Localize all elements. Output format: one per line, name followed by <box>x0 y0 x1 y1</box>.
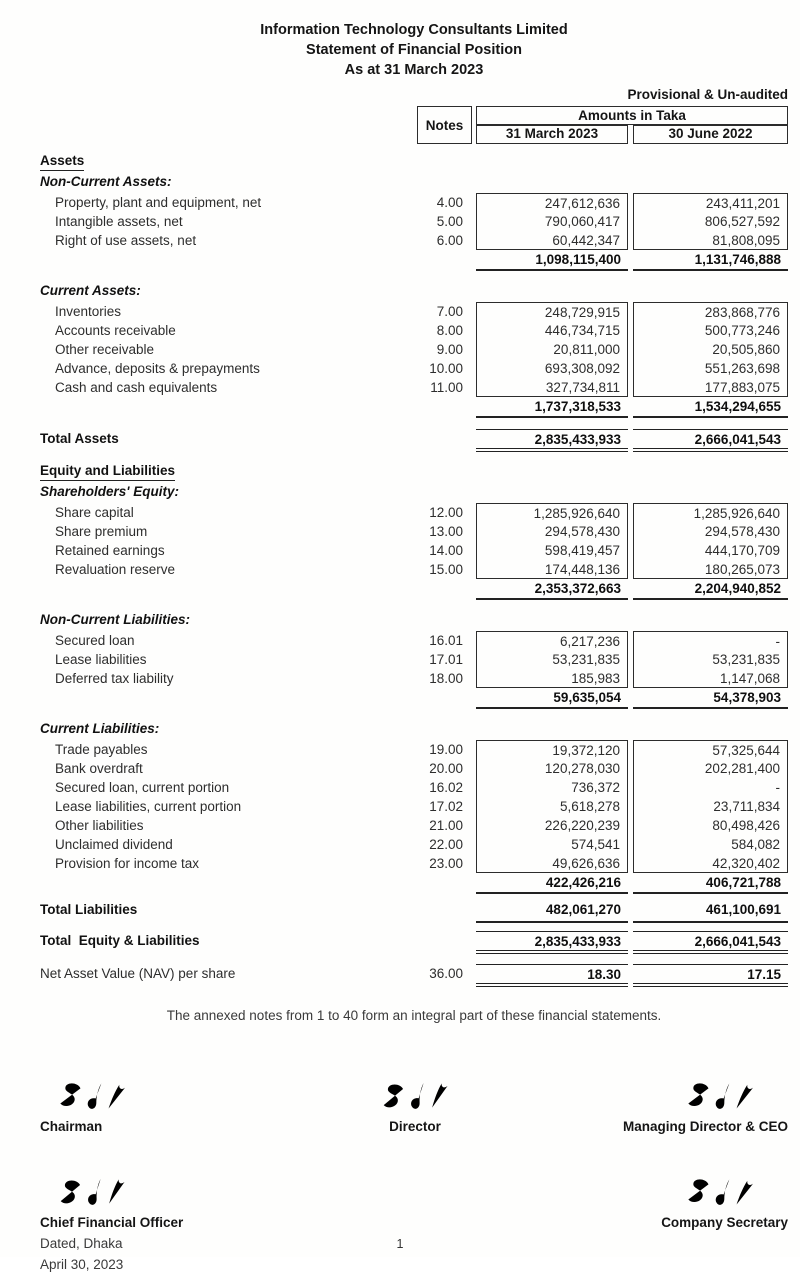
section-heading-row <box>40 152 788 170</box>
total-row <box>40 429 788 452</box>
subsection-heading: Non-Current Liabilities: <box>40 612 191 627</box>
row-label: Unclaimed dividend <box>55 837 173 852</box>
amount-mar-2023: 5,618,278 <box>476 797 628 816</box>
subsection-heading-row <box>40 282 788 300</box>
note-ref: 7.00 <box>436 304 463 319</box>
section-heading-text: Assets <box>40 152 84 171</box>
row-label: Trade payables <box>55 742 148 757</box>
total-row <box>40 964 788 987</box>
subtotal-jun-2022: 2,204,940,852 <box>633 579 788 600</box>
note-ref: 16.02 <box>429 780 463 795</box>
subtotal-mar-2023: 1,098,115,400 <box>476 250 628 271</box>
statement-row <box>40 193 788 212</box>
document-title-block <box>40 16 788 80</box>
amount-mar-2023: 736,372 <box>476 778 628 797</box>
row-label: Accounts receivable <box>55 323 176 338</box>
signatory-cfo: Chief Financial Officer <box>40 1215 184 1230</box>
row-label: Lease liabilities <box>55 652 147 667</box>
total-mar-2023: 18.30 <box>476 964 628 987</box>
statement-row <box>40 560 788 579</box>
statement-row <box>40 321 788 340</box>
amounts-group-header: Amounts in Taka <box>476 106 788 125</box>
amount-jun-2022: 53,231,835 <box>633 650 788 669</box>
signature-row-2 <box>40 1175 788 1275</box>
dated-date: April 30, 2023 <box>40 1257 124 1272</box>
table-column-header <box>40 106 788 144</box>
total-label: Total Assets <box>40 431 119 446</box>
amount-jun-2022: 177,883,075 <box>633 378 788 397</box>
row-label: Bank overdraft <box>55 761 143 776</box>
subtotal-jun-2022: 1,131,746,888 <box>633 250 788 271</box>
annex-note: The annexed notes from 1 to 40 form an integral part of these financial statements. <box>166 1008 662 1023</box>
note-ref: 11.00 <box>430 380 463 395</box>
amount-mar-2023: 60,442,347 <box>476 231 628 250</box>
subtotal-spacer <box>417 579 472 600</box>
statement-date: As at 31 March 2023 <box>344 62 484 78</box>
total-jun-2022: 2,666,041,543 <box>633 931 788 954</box>
amount-mar-2023: 6,217,236 <box>476 631 628 650</box>
note-ref: 18.00 <box>429 671 463 686</box>
signatory-director: Director <box>389 1119 441 1134</box>
amount-jun-2022: - <box>633 778 788 797</box>
statement-row <box>40 631 788 650</box>
subtotal-spacer <box>40 579 417 600</box>
amount-mar-2023: 19,372,120 <box>476 740 628 759</box>
page-number: 1 <box>396 1237 404 1251</box>
chairman-signature-block <box>40 1079 330 1135</box>
subtotal-mar-2023: 1,737,318,533 <box>476 397 628 418</box>
subsection-heading-row <box>40 483 788 501</box>
subsection-heading: Shareholders' Equity: <box>40 484 179 499</box>
dated-place: Dated, Dhaka <box>40 1236 123 1251</box>
note-ref: 8.00 <box>436 323 463 338</box>
amount-jun-2022: 20,505,860 <box>633 340 788 359</box>
period-1-header: 31 March 2023 <box>476 125 628 144</box>
row-label: Share capital <box>55 505 134 520</box>
note-ref: 14.00 <box>429 543 463 558</box>
statement-row <box>40 740 788 759</box>
row-label: Property, plant and equipment, net <box>55 195 262 210</box>
note-ref: 20.00 <box>429 761 463 776</box>
cfo-signature-icon <box>51 1173 133 1213</box>
subtotal-row <box>40 397 788 418</box>
subtotal-spacer <box>40 873 417 894</box>
total-jun-2022: 461,100,691 <box>633 900 788 923</box>
amount-jun-2022: 1,285,926,640 <box>633 503 788 522</box>
note-ref: 13.00 <box>429 524 463 539</box>
subtotal-spacer <box>40 250 417 271</box>
subtotal-jun-2022: 54,378,903 <box>633 688 788 709</box>
audit-status: Provisional & Un-audited <box>627 87 788 102</box>
md-ceo-signature-icon <box>680 1079 760 1115</box>
note-ref: 6.00 <box>436 233 463 248</box>
amount-jun-2022: 180,265,073 <box>633 560 788 579</box>
subsection-heading-row <box>40 173 788 191</box>
note-ref: 16.01 <box>429 633 463 648</box>
amount-mar-2023: 226,220,239 <box>476 816 628 835</box>
period-header-row <box>476 125 788 144</box>
row-label: Cash and cash equivalents <box>55 380 218 395</box>
total-row <box>40 900 788 923</box>
total-jun-2022: 2,666,041,543 <box>633 429 788 452</box>
subtotal-spacer <box>417 250 472 271</box>
statement-row <box>40 212 788 231</box>
row-label: Secured loan, current portion <box>55 780 230 795</box>
statement-row <box>40 340 788 359</box>
amount-mar-2023: 20,811,000 <box>476 340 628 359</box>
subtotal-mar-2023: 59,635,054 <box>476 688 628 709</box>
statement-title: Statement of Financial Position <box>306 42 522 58</box>
note-ref: 15.00 <box>429 562 463 577</box>
row-label: Provision for income tax <box>55 856 200 871</box>
notes-column-header: Notes <box>417 106 472 144</box>
row-label: Other liabilities <box>55 818 144 833</box>
amount-mar-2023: 327,734,811 <box>476 378 628 397</box>
signature-row-2-spacer <box>330 1175 500 1275</box>
amount-jun-2022: 551,263,698 <box>633 359 788 378</box>
subtotal-spacer <box>40 688 417 709</box>
amount-mar-2023: 247,612,636 <box>476 193 628 212</box>
amount-jun-2022: 500,773,246 <box>633 321 788 340</box>
statement-row <box>40 854 788 873</box>
md-ceo-signature-block <box>500 1079 788 1135</box>
statement-row <box>40 778 788 797</box>
amount-jun-2022: 23,711,834 <box>633 797 788 816</box>
total-label: Total Liabilities <box>40 902 138 917</box>
statement-row <box>40 503 788 522</box>
note-ref: 12.00 <box>429 505 463 520</box>
row-label: Other receivable <box>55 342 155 357</box>
note-ref: 17.02 <box>429 799 463 814</box>
statement-row <box>40 759 788 778</box>
company-name: Information Technology Consultants Limited <box>260 22 568 38</box>
subtotal-row <box>40 688 788 709</box>
subsection-heading: Current Liabilities: <box>40 721 160 736</box>
amount-mar-2023: 294,578,430 <box>476 522 628 541</box>
subtotal-jun-2022: 406,721,788 <box>633 873 788 894</box>
company-secretary-signature-block <box>500 1175 788 1275</box>
subtotal-spacer <box>417 873 472 894</box>
amount-mar-2023: 598,419,457 <box>476 541 628 560</box>
statement-row <box>40 359 788 378</box>
statement-row <box>40 835 788 854</box>
statement-row <box>40 522 788 541</box>
amount-jun-2022: 294,578,430 <box>633 522 788 541</box>
company-secretary-signature-icon <box>680 1175 760 1211</box>
subtotal-mar-2023: 422,426,216 <box>476 873 628 894</box>
statement-row <box>40 669 788 688</box>
note-ref: 10.00 <box>429 361 463 376</box>
row-label: Revaluation reserve <box>55 562 176 577</box>
total-jun-2022: 17.15 <box>633 964 788 987</box>
row-label: Lease liabilities, current portion <box>55 799 242 814</box>
note-ref: 36.00 <box>429 966 463 981</box>
director-signature-block <box>330 1079 500 1135</box>
amount-jun-2022: 243,411,201 <box>633 193 788 212</box>
section-heading <box>40 152 417 170</box>
row-label: Intangible assets, net <box>55 214 183 229</box>
subtotal-jun-2022: 1,534,294,655 <box>633 397 788 418</box>
total-label: Net Asset Value (NAV) per share <box>40 966 236 981</box>
amount-mar-2023: 790,060,417 <box>476 212 628 231</box>
amount-jun-2022: 57,325,644 <box>633 740 788 759</box>
amount-mar-2023: 120,278,030 <box>476 759 628 778</box>
note-ref: 21.00 <box>429 818 463 833</box>
row-label: Right of use assets, net <box>55 233 197 248</box>
subtotal-row <box>40 873 788 894</box>
amounts-column-group <box>476 106 788 144</box>
amount-mar-2023: 53,231,835 <box>476 650 628 669</box>
total-label: Total Equity & Liabilities <box>40 933 200 948</box>
amount-jun-2022: 444,170,709 <box>633 541 788 560</box>
amount-jun-2022: 42,320,402 <box>633 854 788 873</box>
subtotal-spacer <box>40 397 417 418</box>
statement-table <box>40 152 788 987</box>
subtotal-row <box>40 579 788 600</box>
signature-row-1 <box>40 1079 788 1135</box>
signatory-chairman: Chairman <box>40 1119 103 1134</box>
subsection-heading: Current Assets: <box>40 283 141 298</box>
total-mar-2023: 2,835,433,933 <box>476 931 628 954</box>
subtotal-mar-2023: 2,353,372,663 <box>476 579 628 600</box>
period-2-header: 30 June 2022 <box>633 125 788 144</box>
note-ref: 4.00 <box>436 195 463 210</box>
amount-mar-2023: 185,983 <box>476 669 628 688</box>
note-ref <box>417 429 472 452</box>
statement-row <box>40 541 788 560</box>
statement-row <box>40 231 788 250</box>
note-ref <box>417 900 472 923</box>
row-label: Share premium <box>55 524 148 539</box>
row-label: Deferred tax liability <box>55 671 174 686</box>
amount-jun-2022: 806,527,592 <box>633 212 788 231</box>
amount-mar-2023: 174,448,136 <box>476 560 628 579</box>
amount-jun-2022: 1,147,068 <box>633 669 788 688</box>
amount-mar-2023: 248,729,915 <box>476 302 628 321</box>
amount-mar-2023: 49,626,636 <box>476 854 628 873</box>
amount-jun-2022: 202,281,400 <box>633 759 788 778</box>
statement-row <box>40 797 788 816</box>
subsection-heading-row <box>40 720 788 738</box>
subtotal-spacer <box>417 688 472 709</box>
amount-mar-2023: 446,734,715 <box>476 321 628 340</box>
statement-row <box>40 302 788 321</box>
amount-mar-2023: 1,285,926,640 <box>476 503 628 522</box>
amount-mar-2023: 693,308,092 <box>476 359 628 378</box>
total-mar-2023: 482,061,270 <box>476 900 628 923</box>
chairman-signature-icon <box>52 1079 132 1115</box>
row-label: Retained earnings <box>55 543 165 558</box>
signatory-company-secretary: Company Secretary <box>661 1215 788 1230</box>
note-ref: 23.00 <box>429 856 463 871</box>
subsection-heading: Non-Current Assets: <box>40 174 172 189</box>
amount-jun-2022: 80,498,426 <box>633 816 788 835</box>
section-heading-text: Equity and Liabilities <box>40 462 175 481</box>
section-heading <box>40 462 417 480</box>
note-ref: 5.00 <box>436 214 463 229</box>
cfo-signature-block <box>40 1175 330 1275</box>
subtotal-row <box>40 250 788 271</box>
amount-jun-2022: 584,082 <box>633 835 788 854</box>
signatory-md-ceo: Managing Director & CEO <box>622 1119 788 1134</box>
section-heading-row <box>40 462 788 480</box>
note-ref: 17.01 <box>429 652 463 667</box>
statement-row <box>40 816 788 835</box>
statement-row <box>40 378 788 397</box>
amount-jun-2022: 283,868,776 <box>633 302 788 321</box>
director-signature-icon <box>374 1077 456 1117</box>
subsection-heading-row <box>40 611 788 629</box>
row-label: Inventories <box>55 304 122 319</box>
amount-mar-2023: 574,541 <box>476 835 628 854</box>
subtotal-spacer <box>417 397 472 418</box>
total-row <box>40 931 788 954</box>
row-label: Advance, deposits & prepayments <box>55 361 260 376</box>
note-ref <box>417 931 472 954</box>
note-ref: 9.00 <box>436 342 463 357</box>
total-mar-2023: 2,835,433,933 <box>476 429 628 452</box>
amount-jun-2022: 81,808,095 <box>633 231 788 250</box>
note-ref: 19.00 <box>429 742 463 757</box>
statement-row <box>40 650 788 669</box>
note-ref: 22.00 <box>429 837 463 852</box>
row-label: Secured loan <box>55 633 135 648</box>
amount-jun-2022: - <box>633 631 788 650</box>
